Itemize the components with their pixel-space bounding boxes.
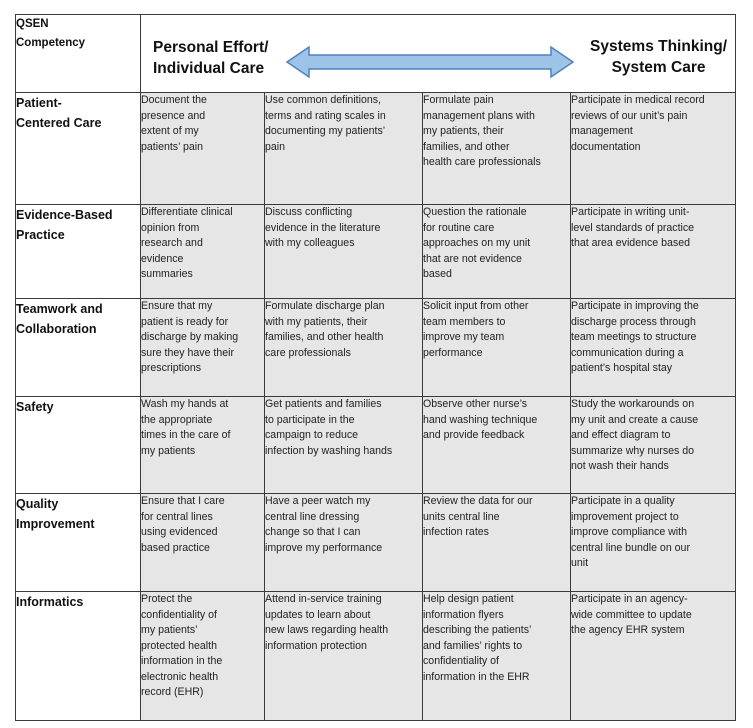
activity-text-line: units central line [423,510,500,523]
qsen-competency-table [15,14,736,721]
activity-text-line: Have a peer watch my [265,495,371,507]
competency-label-line: Quality [16,497,59,511]
activity-text-line: prescriptions [141,362,202,374]
activity-text-line: wide committee to update [571,608,692,621]
competency-label-line: Safety [16,400,54,414]
activity-text-line: Question the rationale [423,206,527,218]
activity-text-line: confidentiality of [141,608,217,621]
activity-text-line: approaches on my unit [423,237,531,249]
activity-text-line: terms and rating scales in [265,109,386,122]
activity-text-line: discharge process through [571,315,696,328]
activity-text-line: documentation [571,140,641,153]
activity-cell [265,397,423,494]
activity-text-line: Formulate pain [423,94,494,106]
activity-cell [141,205,265,299]
competency-label-line: Collaboration [16,322,97,336]
activity-text-line: using evidenced [141,526,218,538]
activity-text-line: summarize why nurses do [571,444,695,457]
personal-effort-line-1: Personal Effort/ [153,39,269,56]
systems-thinking-line-1: Systems Thinking/ [590,38,727,55]
activity-text-line: management plans with [423,109,535,122]
activity-text-line: Formulate discharge plan [265,300,385,312]
activity-text-line: Ensure that I care [141,495,225,507]
competency-label-line: Centered Care [16,116,102,130]
activity-text-line: Review the data for our [423,495,533,507]
qsen-table-frame [15,14,735,720]
activity-text-line: evidence in the literature [265,221,381,234]
activity-cell [265,93,423,205]
competency-header-line-1: QSEN [16,18,49,30]
activity-text-line: improve my performance [265,541,383,554]
activity-text-line: the agency EHR system [571,624,685,636]
competency-label-line: Teamwork and [16,302,103,316]
activity-text-line: Get patients and families [265,398,382,410]
activity-text-line: level standards of practice [571,221,695,234]
activity-text-line: and provide feedback [423,429,525,441]
activity-text-line: central line bundle on our [571,541,690,554]
activity-text-line: team meetings to structure [571,331,697,343]
activity-text-line: for routine care [423,221,495,234]
activity-text-line: improve compliance with [571,526,687,538]
activity-text-line: patient is ready for [141,315,229,328]
activity-cell [571,205,736,299]
activity-text-line: hand washing technique [423,413,538,426]
activity-text-line: not wash their hands [571,460,669,472]
activity-text-line: based practice [141,541,210,554]
table-row [16,592,736,721]
activity-text-line: Discuss conflicting [265,206,353,218]
activity-text-line: campaign to reduce [265,429,359,441]
activity-text-line: Participate in medical record [571,94,705,106]
table-row [16,494,736,592]
activity-text-line: information flyers [423,608,504,621]
activity-text-line: research and [141,237,203,249]
activity-text-line: care professionals [265,346,351,359]
activity-text-line: electronic health [141,670,219,683]
continuum-header [141,15,736,93]
activity-text-line: presence and [141,109,206,122]
systems-thinking-line-2: System Care [611,59,706,76]
activity-text-line: health care professionals [423,156,541,168]
activity-text-line: unit [571,557,589,569]
competency-cell [16,205,141,299]
activity-cell [571,93,736,205]
activity-text-line: Document the [141,94,207,106]
activity-cell [141,397,265,494]
activity-text-line: Use common definitions, [265,94,381,106]
activity-text-line: Study the workarounds on [571,398,695,410]
activity-text-line: Solicit input from other [423,300,529,312]
activity-text-line: Attend in-service training [265,593,382,605]
activity-text-line: my patients [141,444,196,457]
systems-thinking-label [590,36,727,78]
activity-text-line: Ensure that my [141,300,213,312]
activity-text-line: Observe other nurse’s [423,398,528,410]
activity-text-line: reviews of our unit’s pain [571,109,688,122]
competency-cell [16,299,141,397]
competency-cell [16,494,141,592]
activity-text-line: times in the care of [141,429,231,441]
activity-text-line: Participate in writing unit- [571,206,690,218]
activity-text-line: information in the EHR [423,670,530,683]
competency-header-line-2: Competency [16,37,86,49]
activity-text-line: and families’ rights to [423,639,523,652]
activity-text-line: record (EHR) [141,686,204,698]
personal-effort-label [153,37,268,79]
activity-cell [265,299,423,397]
activity-cell [265,494,423,592]
table-row [16,299,736,397]
competency-label-line: Evidence-Based [16,208,113,222]
activity-text-line: based [423,268,452,280]
activity-cell [423,397,571,494]
activity-cell [571,397,736,494]
activity-cell [141,93,265,205]
activity-text-line: patient’s hospital stay [571,362,673,374]
competency-label-line: Informatics [16,595,84,609]
activity-text-line: infection by washing hands [265,444,393,457]
activity-text-line: the appropriate [141,413,213,426]
activity-text-line: families, and other health [265,331,384,343]
activity-text-line: communication during a [571,346,684,359]
activity-text-line: Help design patient [423,593,514,605]
double-arrow-icon [285,45,575,79]
activity-text-line: management [571,125,633,137]
activity-text-line: confidentiality of [423,655,499,667]
activity-cell [571,494,736,592]
activity-cell [141,299,265,397]
activity-text-line: documenting my patients’ [265,125,386,137]
table-row [16,397,736,494]
activity-text-line: updates to learn about [265,608,371,621]
activity-text-line: performance [423,346,483,359]
activity-text-line: information protection [265,639,367,652]
activity-text-line: Differentiate clinical [141,206,233,218]
activity-text-line: change so that I can [265,526,361,538]
activity-text-line: that area evidence based [571,237,690,249]
activity-cell [423,494,571,592]
table-row [16,205,736,299]
activity-text-line: team members to [423,315,506,328]
activity-cell [423,592,571,721]
header-row [16,15,736,93]
activity-cell [423,205,571,299]
activity-cell [141,494,265,592]
activity-text-line: sure they have their [141,346,235,359]
activity-text-line: Participate in an agency- [571,593,688,605]
activity-text-line: my patients, their [423,125,504,137]
activity-text-line: that are not evidence [423,252,522,265]
competency-label-line: Improvement [16,517,95,531]
competency-label-line: Patient- [16,96,62,110]
activity-text-line: families, and other [423,140,510,153]
activity-text-line: improvement project to [571,510,679,523]
activity-text-line: my patients’ [141,624,198,636]
competency-cell [16,397,141,494]
activity-text-line: improve my team [423,331,505,343]
activity-text-line: my unit and create a cause [571,413,699,426]
competency-cell [16,592,141,721]
activity-text-line: summaries [141,268,193,280]
activity-text-line: Participate in improving the [571,300,699,312]
activity-text-line: central line dressing [265,510,360,523]
activity-cell [423,299,571,397]
activity-cell [571,592,736,721]
table-row [16,93,736,205]
competency-label-line: Practice [16,228,65,242]
activity-cell [423,93,571,205]
activity-text-line: information in the [141,655,223,667]
activity-text-line: to participate in the [265,413,355,426]
activity-text-line: and effect diagram to [571,429,671,441]
activity-text-line: discharge by making [141,331,239,343]
activity-text-line: Participate in a quality [571,495,675,507]
activity-text-line: infection rates [423,526,489,538]
activity-cell [571,299,736,397]
activity-text-line: for central lines [141,510,213,523]
activity-text-line: Wash my hands at [141,398,229,410]
competency-cell [16,93,141,205]
activity-text-line: patients’ pain [141,140,204,153]
activity-text-line: with my patients, their [265,315,368,328]
activity-text-line: protected health [141,639,217,652]
personal-effort-line-2: Individual Care [153,60,265,77]
activity-text-line: with my colleagues [265,237,355,249]
activity-text-line: new laws regarding health [265,624,389,636]
activity-text-line: evidence [141,252,184,265]
activity-cell [265,205,423,299]
activity-text-line: Protect the [141,593,193,605]
activity-text-line: opinion from [141,221,200,234]
activity-cell [141,592,265,721]
activity-text-line: extent of my [141,125,199,137]
activity-text-line: pain [265,140,286,153]
competency-header [16,15,141,93]
activity-cell [265,592,423,721]
activity-text-line: describing the patients’ [423,624,532,636]
